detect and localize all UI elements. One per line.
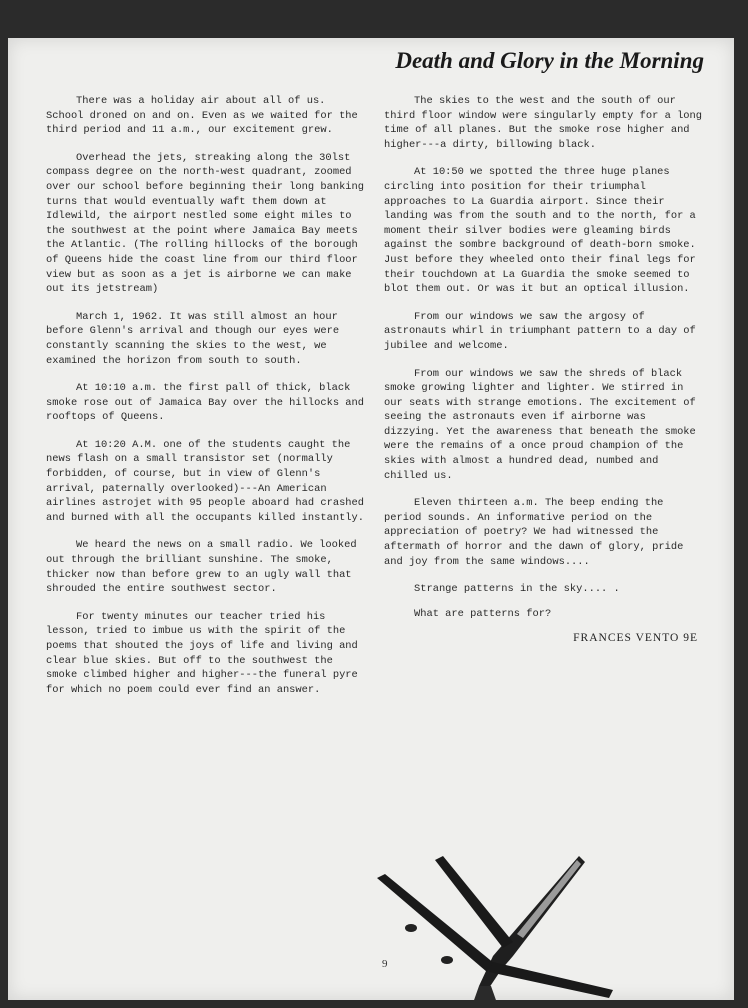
- paragraph: The skies to the west and the south of our third floor window were singularly empty for a long time of all planes. But the smoke rose higher and higher---a dirty, billowing black.: [384, 95, 703, 151]
- paragraph: At 10:50 we spotted the three huge planes circling into position for their triumphal approaches to La Guardia airport. Since their landing was from the south and to the north, for a moment their silver bodies were gleaming birds against the sombre background of death-born smoke. Just before they wheeled onto their final legs for their touchdown at La Guardia the smoke seemed to blot them out. Or was it but an optical illusion.: [384, 166, 696, 296]
- paragraph: At 10:20 A.M. one of the students caught the news flash on a small transistor set (normally forbidden, of course, but in view of Glenn's arrival, paternally overlooked)---An American airlines astrojet with 95 people aboard had crashed and burned with all the occupants killed instantly.: [46, 438, 365, 524]
- paragraph: There was a holiday air about all of us. School droned on and on. Even as we waited for the third period and 11 a.m., our excitement grew.: [46, 95, 358, 137]
- author-signature: FRANCES VENTO 9E: [573, 632, 698, 645]
- paragraph: Eleven thirteen a.m. The beep ending the period sounds. An informative period on the appreciation of poetry? We had witnessed the aftermath of horror and the dawn of glory, pride and joy from the same windows....: [384, 497, 684, 568]
- plane-illustration: [363, 838, 623, 1000]
- plane-wing-left: [377, 874, 495, 972]
- plane-tail: [473, 986, 497, 1000]
- paragraph: Overhead the jets, streaking along the 30lst compass degree on the north-west quadrant, zoomed over our school before beginning their long banking turns that would eventually waft them down at Idlewild, the airport nestled some eight miles to the southwest at the point where Jamaica Bay meets the Atlantic. (The rolling hillocks of the borough of Queens hide the coast line from our third floor view but as soon as a jet is airborne we can make out its jetstream): [46, 151, 365, 296]
- page-number: 9: [382, 958, 388, 970]
- left-column: [46, 94, 368, 710]
- paragraph: From our windows we saw the argosy of astronauts whirl in triumphant pattern to a day of jubilee and welcome.: [384, 310, 696, 352]
- paragraph: March 1, 1962. It was still almost an hour before Glenn's arrival and though our eyes were constantly scanning the skies to the west, we examined the horizon from south to south.: [46, 310, 340, 367]
- paragraph: From our windows we saw the shreds of black smoke growing lighter and lighter. We stirred in our seats with strange emotions. The excitement of seeing the astronauts even if airborne was dizzying. Yet the awareness that beneath the smoke were the remains of a once proud champion of the skies with almost a hundred dead, numbed and chilled us.: [384, 367, 696, 482]
- closing-line: Strange patterns in the sky.... .: [414, 583, 620, 596]
- paragraph: We heard the news on a small radio. We looked out through the brilliant sunshine. The smoke, thicker now than before grew to an ugly wall that shrouded the entire southwest sector.: [46, 539, 357, 596]
- right-column: [384, 94, 702, 646]
- paragraph: At 10:10 a.m. the first pall of thick, black smoke rose out of Jamaica Bay over the hillocks and rooftops of Queens.: [46, 382, 365, 424]
- article-title: Death and Glory in the Morning: [395, 48, 704, 73]
- paragraph: For twenty minutes our teacher tried his lesson, tried to imbue us with the spirit of the poems that shouted the joys of life and living and clear blue skies. But off to the southwest the smoke climbed higher and higher---the funeral pyre for which no poem could ever find an answer.: [46, 610, 358, 696]
- plane-engine: [441, 956, 453, 964]
- plane-engine: [405, 924, 417, 932]
- plane-wing-right: [489, 962, 613, 998]
- closing-line: What are patterns for?: [414, 607, 552, 620]
- magazine-page: [8, 38, 734, 1000]
